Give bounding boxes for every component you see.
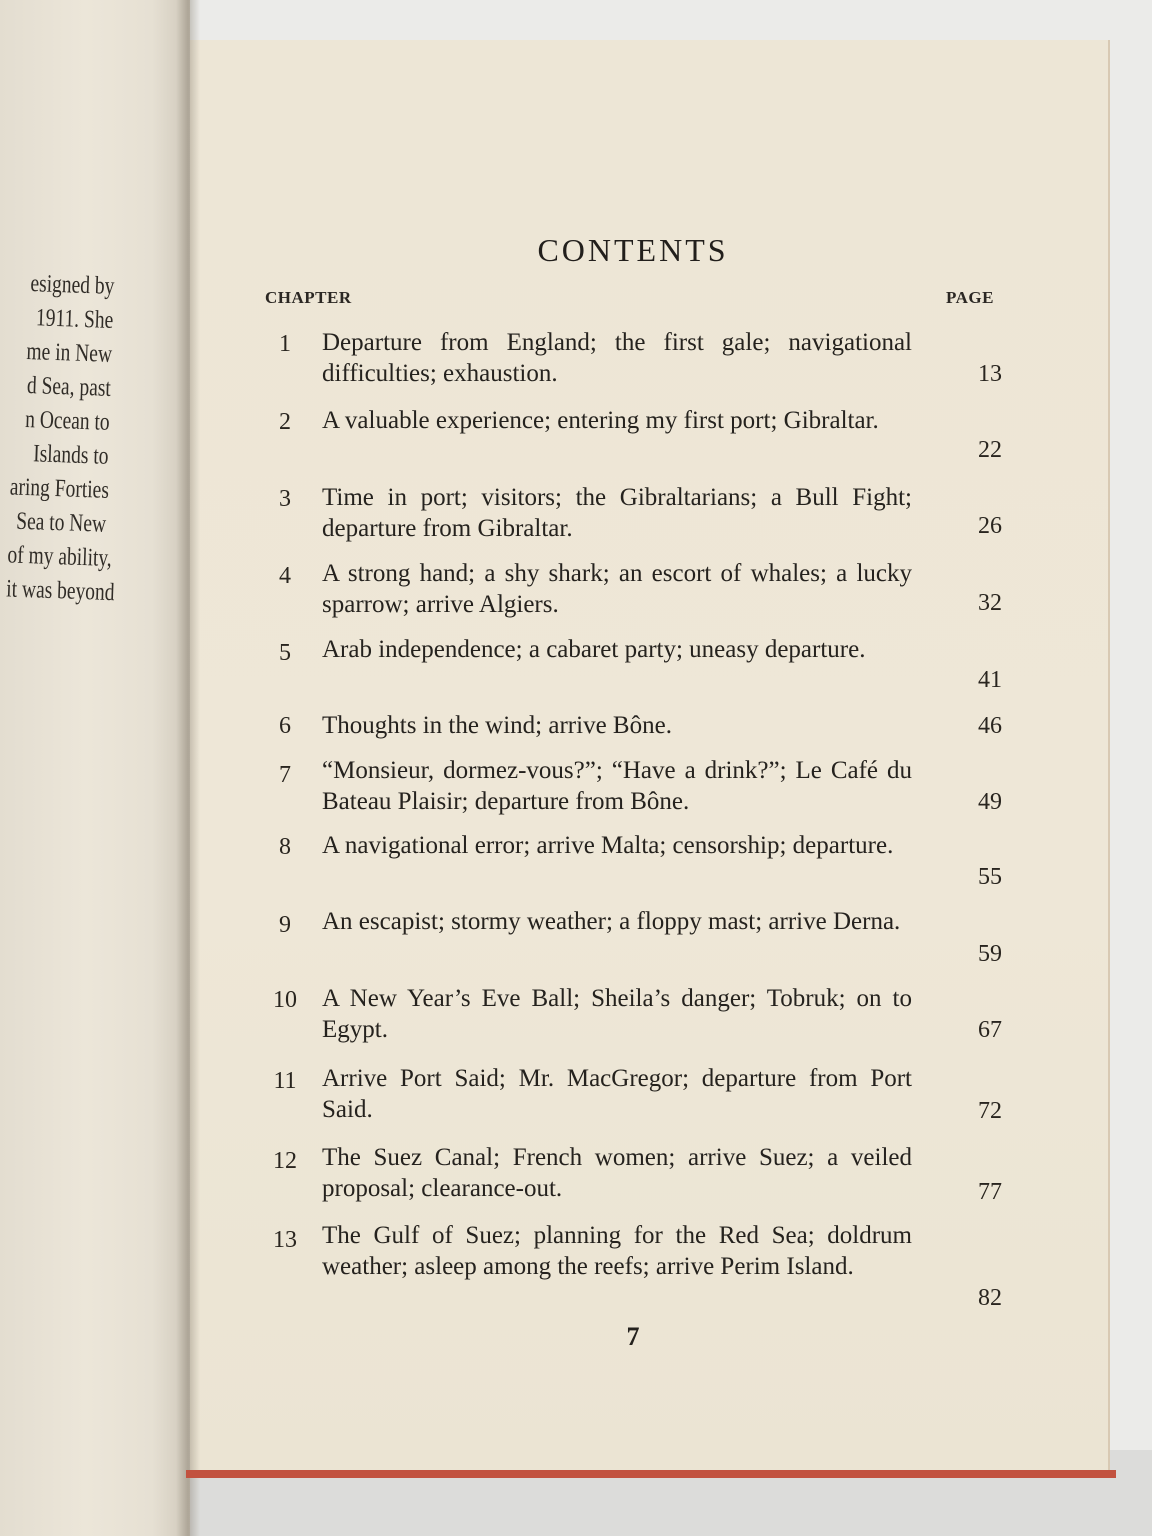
left-page-text: [6, 267, 115, 610]
toc-entry: [262, 634, 1002, 704]
chapter-title: A valuable experience; entering my first port; Gibraltar.: [322, 407, 879, 434]
toc-entry: [262, 906, 1002, 976]
chapter-title: Departure from England; the first gale; navigational difficulties; exhaustion.: [322, 329, 912, 387]
chapter-number: 3: [279, 486, 291, 512]
chapter-title: Thoughts in the wind; arrive Bône.: [322, 712, 672, 739]
page-number: 26: [978, 513, 1002, 539]
left-line: me in New: [26, 337, 113, 368]
chapter-column-header: CHAPTER: [265, 288, 352, 307]
toc-entry: [262, 830, 1002, 900]
page-folio: 7: [626, 1322, 640, 1351]
left-line: Islands to: [32, 440, 109, 470]
left-line: Sea to New: [15, 507, 107, 538]
left-line: d Sea, past: [26, 372, 112, 402]
page-number: 22: [978, 437, 1002, 463]
toc-entry: [262, 1220, 1002, 1320]
chapter-number: 5: [279, 640, 291, 666]
left-line: esigned by: [30, 270, 115, 300]
page-number: 41: [978, 667, 1002, 693]
contents-title: CONTENTS: [537, 232, 729, 268]
chapter-number: 11: [273, 1068, 297, 1094]
page-number: 59: [978, 941, 1002, 967]
chapter-number: 8: [279, 834, 291, 860]
chapter-title: A strong hand; a shy shark; an escort of whales; a lucky sparrow; arrive Algiers.: [322, 560, 912, 618]
chapter-title: Arab independence; a cabaret party; uneasy departure.: [322, 636, 866, 663]
chapter-number: 10: [273, 987, 297, 1013]
page-number: 72: [978, 1098, 1002, 1124]
book-spine-shadow: [176, 0, 200, 1536]
chapter-title: A New Year’s Eve Ball; Sheila’s danger; Tobruk; on to Egypt.: [322, 985, 912, 1043]
page-edge: [186, 1470, 1116, 1478]
toc-entry: [262, 1142, 1002, 1212]
toc-entry: [262, 755, 1002, 825]
left-line: n Ocean to: [24, 405, 111, 436]
page-number: 46: [978, 713, 1002, 739]
chapter-number: 13: [273, 1227, 297, 1253]
chapter-number: 9: [279, 912, 291, 938]
page-number: 55: [978, 864, 1002, 890]
left-line: 1911. She: [35, 304, 114, 334]
page-number: 13: [978, 361, 1002, 387]
chapter-title: Time in port; visitors; the Gibraltarians; a Bull Fight; departure from Gibraltar.: [322, 484, 912, 542]
page-number: 32: [978, 590, 1002, 616]
chapter-title: “Monsieur, dormez-vous?”; “Have a drink?”; Le Café du Bateau Plaisir; departure from Bône.: [322, 757, 912, 815]
toc-entry: [262, 482, 1002, 552]
chapter-title: An escapist; stormy weather; a floppy mast; arrive Derna.: [322, 908, 901, 935]
toc-entry: [262, 327, 1002, 397]
toc-entry: [262, 1063, 1002, 1133]
left-line: it was beyond: [5, 575, 116, 607]
left-page: [0, 0, 190, 1536]
page-number: 77: [978, 1179, 1002, 1205]
chapter-number: 12: [273, 1148, 297, 1174]
page-number: 67: [978, 1017, 1002, 1043]
left-line: of my ability,: [7, 541, 113, 573]
toc-entry: [262, 558, 1002, 628]
toc-entry: [262, 983, 1002, 1053]
chapter-number: 2: [279, 409, 291, 435]
chapter-number: 6: [279, 713, 291, 739]
chapter-number: 1: [279, 331, 291, 357]
page-number: 49: [978, 789, 1002, 815]
chapter-title: The Gulf of Suez; planning for the Red Sea; doldrum weather; asleep among the reefs; arrive Perim Island.: [322, 1222, 912, 1280]
page-column-header: PAGE: [946, 288, 994, 307]
toc-entry: [262, 405, 1002, 475]
chapter-title: A navigational error; arrive Malta; censorship; departure.: [322, 832, 894, 859]
chapter-title: Arrive Port Said; Mr. MacGregor; departure from Port Said.: [322, 1065, 912, 1123]
chapter-number: 7: [279, 762, 291, 788]
chapter-title: The Suez Canal; French women; arrive Suez; a veiled proposal; clearance-out.: [322, 1144, 912, 1202]
left-line: aring Forties: [9, 473, 110, 504]
chapter-number: 4: [279, 563, 291, 589]
page-number: 82: [978, 1285, 1002, 1311]
